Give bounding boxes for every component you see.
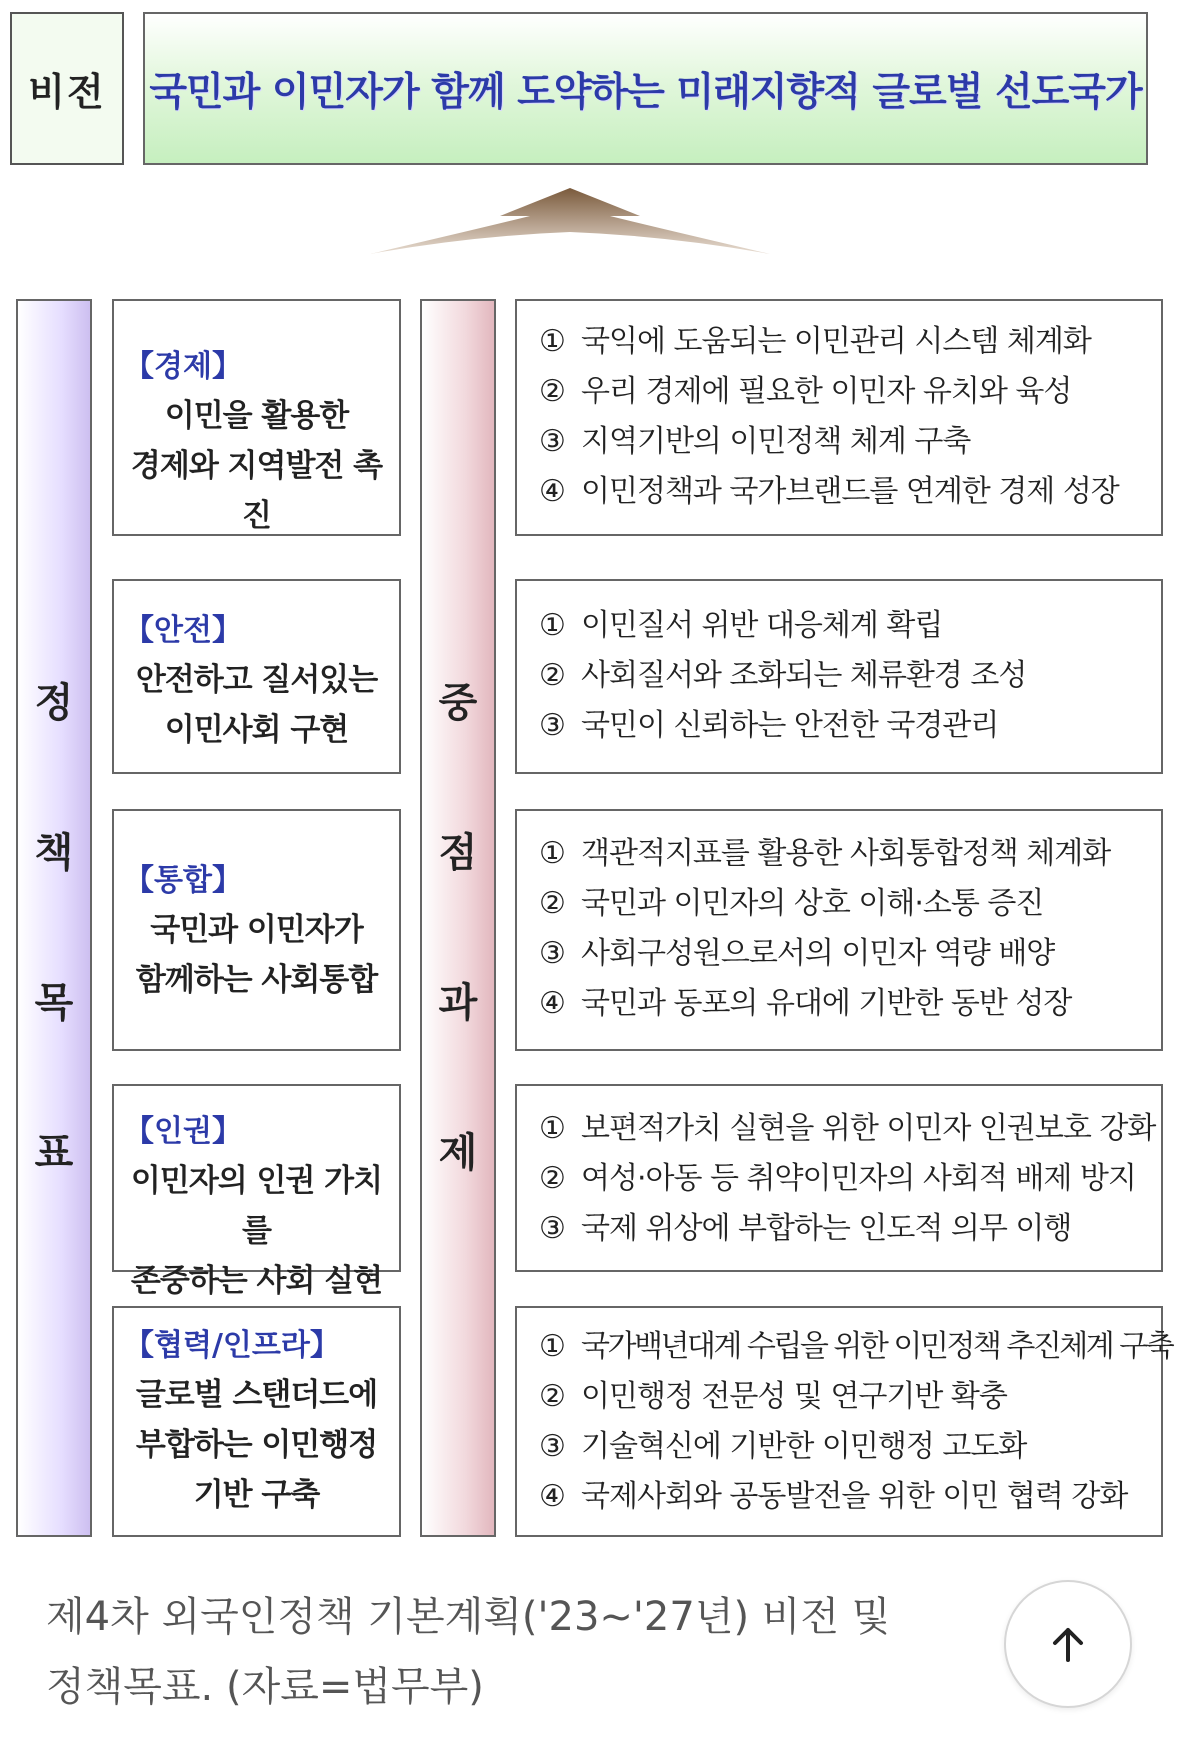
goal-line: 경제와 지역발전 촉진 bbox=[130, 448, 383, 534]
vision-statement: 국민과 이민자가 함께 도약하는 미래지향적 글로벌 선도국가 bbox=[143, 12, 1148, 165]
goal-line: 글로벌 스탠더드에 bbox=[135, 1377, 378, 1413]
task-item: ① 국익에 도움되는 이민관리 시스템 체계화 bbox=[539, 324, 1091, 359]
task-box-economy bbox=[515, 299, 1163, 536]
task-item: ③ 사회구성원으로서의 이민자 역량 배양 bbox=[539, 936, 1055, 971]
goal-line: 존중하는 사회 실현 bbox=[130, 1263, 383, 1299]
task-item: ② 국민과 이민자의 상호 이해·소통 증진 bbox=[539, 886, 1044, 921]
key-tasks-char: 중 bbox=[438, 680, 478, 726]
goal-tag: 【인권】 bbox=[124, 1114, 242, 1149]
goal-line: 이민사회 구현 bbox=[164, 712, 349, 748]
policy-goals-char: 정 bbox=[34, 680, 74, 726]
goal-tag: 【협력/인프라】 bbox=[124, 1328, 340, 1363]
goal-line: 안전하고 질서있는 bbox=[135, 662, 378, 698]
task-item: ③ 국제 위상에 부합하는 인도적 의무 이행 bbox=[539, 1211, 1072, 1246]
goal-tag: 【경제】 bbox=[124, 349, 242, 384]
vision-label: 비전 bbox=[10, 12, 124, 165]
goal-line: 국민과 이민자가 bbox=[150, 912, 363, 948]
task-item: ③ 지역기반의 이민정책 체계 구축 bbox=[539, 424, 971, 459]
task-item: ④ 국제사회와 공동발전을 위한 이민 협력 강화 bbox=[539, 1479, 1128, 1514]
goal-tag: 【안전】 bbox=[124, 613, 242, 648]
task-box-cooperation bbox=[515, 1306, 1173, 1537]
goal-line: 부합하는 이민행정 bbox=[135, 1427, 378, 1463]
caption-line: 정책목표. (자료=법무부) bbox=[46, 1664, 484, 1710]
key-tasks-bar bbox=[420, 299, 496, 1537]
goal-box-cooperation bbox=[112, 1306, 401, 1537]
task-item: ① 이민질서 위반 대응체계 확립 bbox=[539, 608, 943, 643]
task-box-safety bbox=[515, 579, 1163, 774]
image-caption bbox=[46, 1582, 966, 1722]
up-arrow-icon bbox=[370, 188, 770, 256]
task-item: ① 객관적지표를 활용한 사회통합정책 체계화 bbox=[539, 836, 1111, 871]
goal-box-integration bbox=[112, 809, 401, 1051]
goal-box-economy bbox=[112, 299, 401, 536]
task-item: ① 보편적가치 실현을 위한 이민자 인권보호 강화 bbox=[539, 1111, 1156, 1146]
goal-line: 이민자의 인권 가치를 bbox=[130, 1163, 383, 1249]
caption-line: 제4차 외국인정책 기본계획('23~'27년) 비전 및 bbox=[46, 1594, 891, 1640]
task-box-human-rights bbox=[515, 1084, 1163, 1272]
task-item: ③ 국민이 신뢰하는 안전한 국경관리 bbox=[539, 708, 999, 743]
policy-goals-char: 표 bbox=[34, 1130, 74, 1176]
task-item: ② 이민행정 전문성 및 연구기반 확충 bbox=[539, 1379, 1007, 1414]
task-item: ② 여성·아동 등 취약이민자의 사회적 배제 방지 bbox=[539, 1161, 1136, 1196]
key-tasks-char: 과 bbox=[438, 980, 478, 1026]
scroll-to-top-button[interactable] bbox=[1004, 1580, 1132, 1708]
task-item: ② 우리 경제에 필요한 이민자 유치와 육성 bbox=[539, 374, 1072, 409]
goal-box-human-rights bbox=[112, 1084, 401, 1299]
task-item: ② 사회질서와 조화되는 체류환경 조성 bbox=[539, 658, 1027, 693]
goal-line: 함께하는 사회통합 bbox=[135, 962, 378, 998]
task-item: ① 국가백년대계 수립을 위한 이민정책 추진체계 구축 bbox=[539, 1329, 1173, 1364]
goal-box-safety bbox=[112, 579, 401, 774]
task-item: ④ 이민정책과 국가브랜드를 연계한 경제 성장 bbox=[539, 474, 1119, 509]
goal-tag: 【통합】 bbox=[124, 863, 242, 898]
arrow-up-icon bbox=[1046, 1622, 1090, 1666]
policy-goals-char: 책 bbox=[34, 830, 74, 876]
key-tasks-char: 제 bbox=[438, 1130, 478, 1176]
task-item: ④ 국민과 동포의 유대에 기반한 동반 성장 bbox=[539, 986, 1072, 1021]
task-box-integration bbox=[515, 809, 1163, 1051]
goal-line: 기반 구축 bbox=[193, 1477, 320, 1513]
key-tasks-char: 점 bbox=[438, 830, 478, 876]
goal-line: 이민을 활용한 bbox=[164, 398, 349, 434]
task-item: ③ 기술혁신에 기반한 이민행정 고도화 bbox=[539, 1429, 1027, 1464]
policy-goals-bar bbox=[16, 299, 92, 1537]
policy-goals-char: 목 bbox=[34, 980, 74, 1026]
